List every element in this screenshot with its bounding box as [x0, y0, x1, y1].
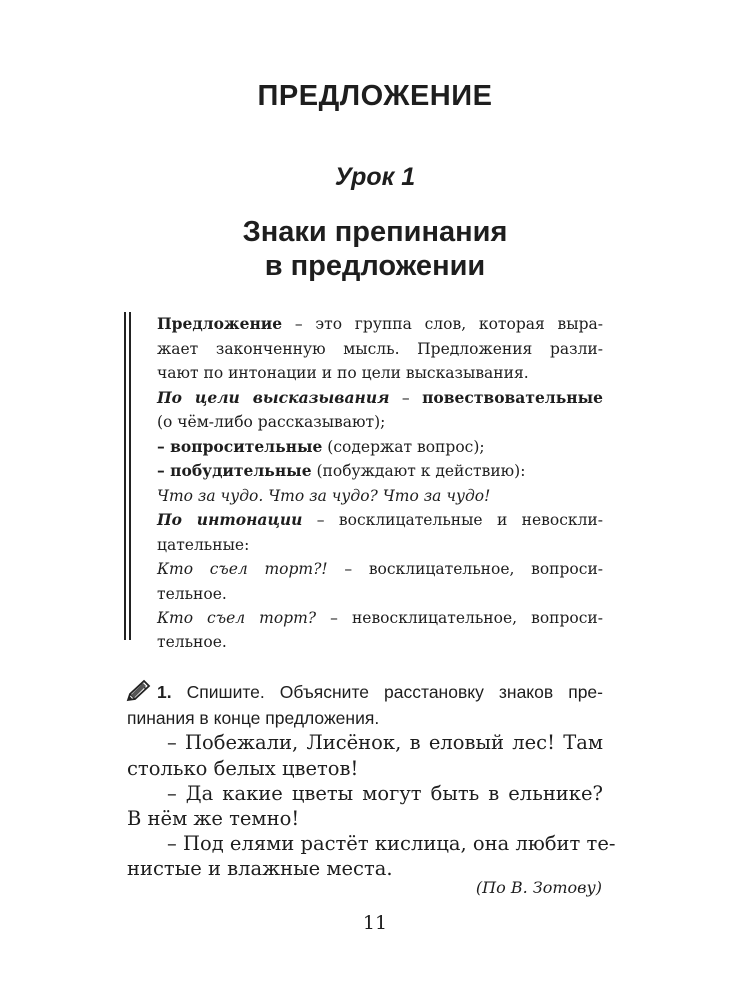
text-segment: нистые и влажные места. — [127, 857, 393, 880]
rule-line — [157, 435, 603, 459]
text-segment: цательные: — [157, 536, 250, 554]
text-segment: – это группа слов, которая выра- — [282, 315, 603, 333]
text-segment: – — [389, 389, 423, 407]
exercise-line — [167, 831, 616, 857]
lesson-topic-line-2: в предложении — [264, 250, 486, 282]
rule-line — [157, 508, 603, 532]
text-segment: тельное. — [157, 633, 227, 651]
text-segment: (побуждают к действию): — [311, 462, 526, 480]
rule-line — [157, 361, 603, 385]
rule-line — [157, 606, 603, 630]
rule-border-line — [129, 312, 131, 640]
exercise-line — [127, 756, 603, 782]
rule-line — [157, 484, 603, 508]
text-segment: столько белых цветов! — [127, 757, 359, 780]
bold-term: Предложение — [157, 314, 283, 333]
rule-line — [157, 312, 603, 336]
rule-line — [157, 533, 603, 557]
rule-line — [157, 630, 603, 654]
rule-border-line — [124, 312, 126, 640]
pencil-icon — [125, 679, 151, 703]
italic-example: Что за чудо. Что за чудо? Что за чудо! — [157, 487, 491, 505]
text-segment: пинания в конце предложения. — [127, 708, 380, 728]
text-segment: (о чём-либо рассказывают); — [157, 413, 386, 431]
text-segment: – восклицательное, вопроси- — [327, 560, 604, 578]
exercise-line — [167, 730, 603, 756]
text-segment: жает законченную мысль. Предложения разли- — [157, 340, 603, 358]
italic-example: Кто съел торт?! — [157, 560, 328, 578]
text-segment: – Под елями растёт кислица, она любит те- — [167, 832, 616, 855]
text-attribution: (По В. Зотову) — [475, 878, 602, 897]
text-segment: тельное. — [157, 585, 227, 603]
bold-italic-term: По интонации — [157, 510, 303, 529]
text-segment: – невосклицательное, вопроси- — [316, 609, 603, 627]
rule-line — [157, 459, 603, 483]
exercise-line — [167, 781, 603, 807]
lesson-topic-line-1: Знаки препинания — [242, 216, 508, 248]
italic-example: Кто съел торт? — [157, 609, 317, 627]
text-segment: (содержат вопрос); — [322, 438, 485, 456]
text-segment: – восклицательные и невоскли- — [302, 511, 603, 529]
bold-term: повествовательные — [422, 388, 603, 407]
exercise-line — [127, 705, 603, 731]
text-segment: чают по интонации и по цели высказывания. — [157, 364, 529, 382]
bold-italic-term: По цели высказывания — [157, 388, 390, 407]
bold-term: – побудительные — [157, 461, 312, 480]
exercise-line — [127, 806, 603, 832]
rule-line — [157, 386, 603, 410]
exercise-line — [157, 679, 603, 705]
section-title: ПРЕДЛОЖЕНИЕ — [257, 80, 493, 112]
lesson-number: Урок 1 — [334, 163, 416, 191]
text-segment: – Да какие цветы могут быть в ельнике? — [167, 782, 603, 805]
bold-term: 1. — [157, 682, 172, 702]
rule-line — [157, 557, 603, 581]
text-segment: В нём же темно! — [127, 807, 300, 830]
text-segment: Спишите. Объясните расстановку знаков пре- — [171, 682, 603, 702]
rule-line — [157, 582, 603, 606]
page-number: 11 — [362, 912, 388, 934]
rule-line — [157, 410, 603, 434]
rule-line — [157, 337, 603, 361]
text-segment: – Побежали, Лисёнок, в еловый лес! Там — [167, 731, 603, 754]
bold-term: – вопросительные — [157, 437, 323, 456]
